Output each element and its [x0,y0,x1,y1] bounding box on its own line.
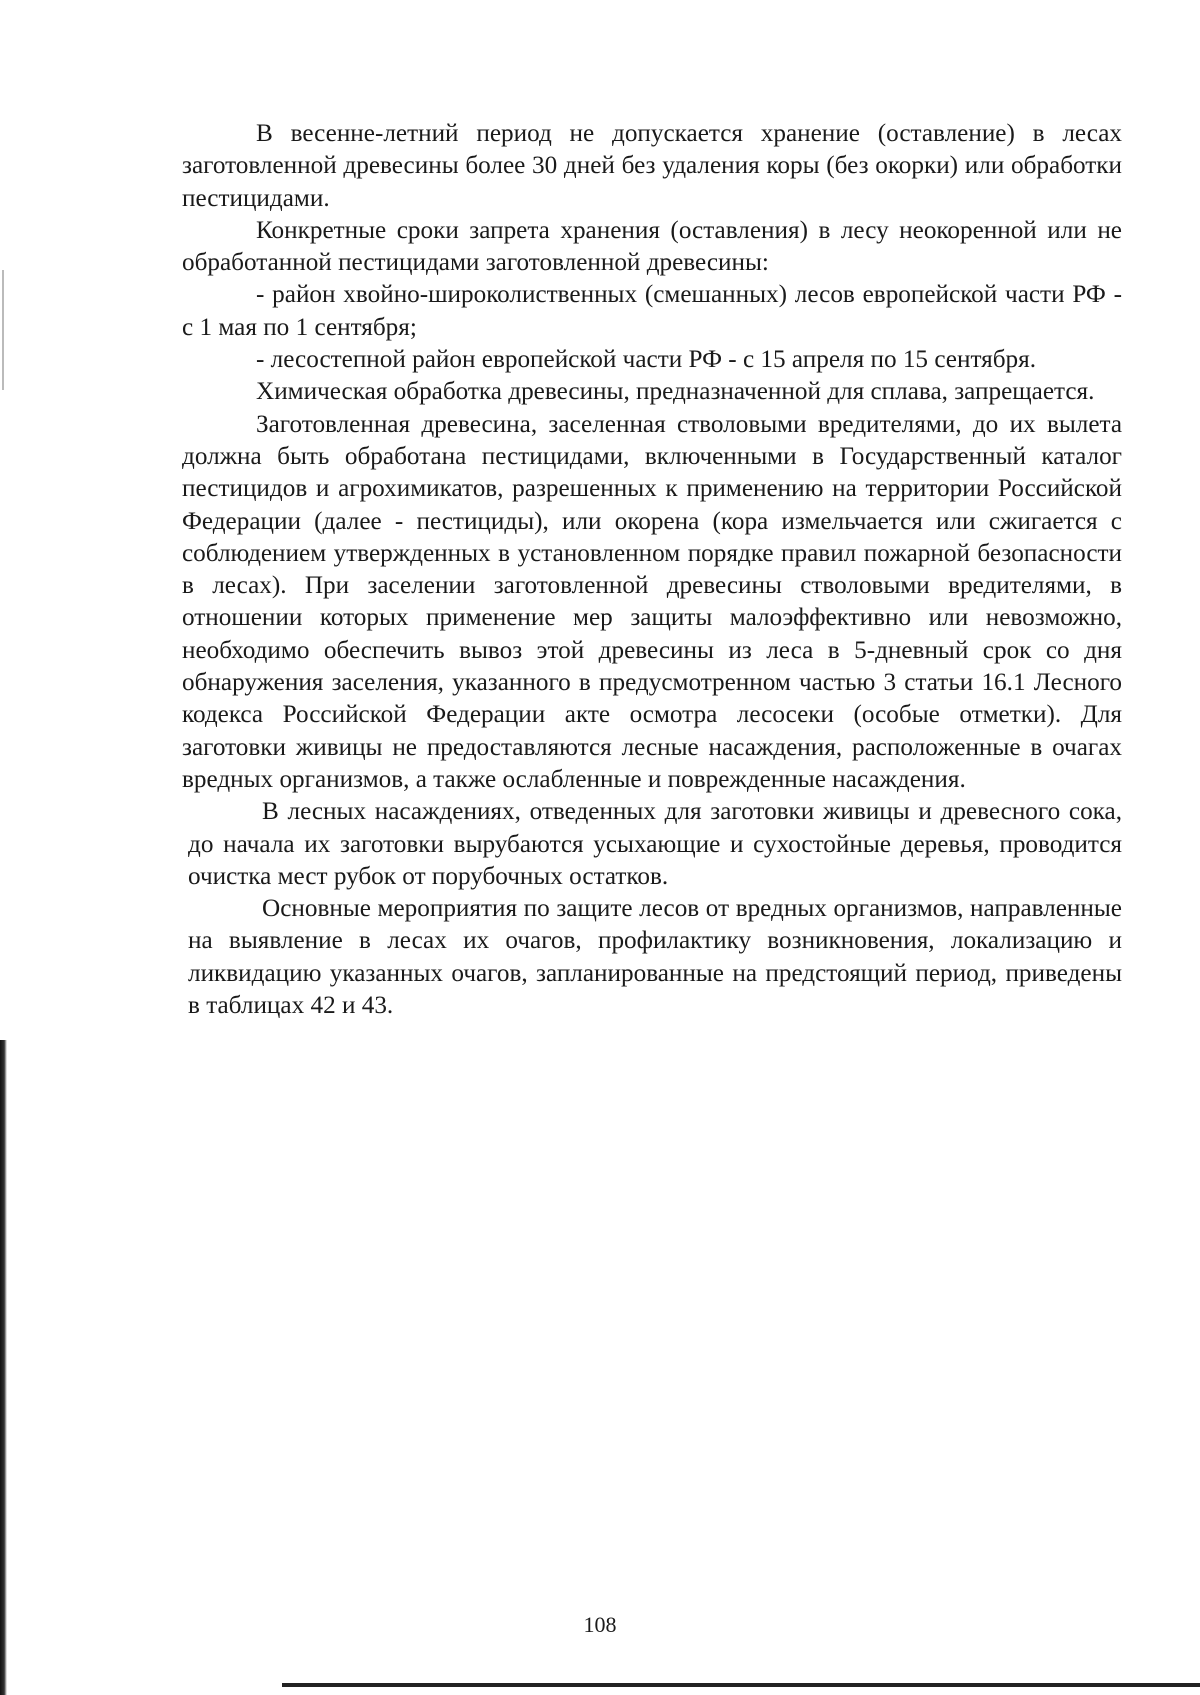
paragraph: Заготовленная древесина, заселенная стволовыми вредителями, до их вылета должна быть обработана пестицидами, включенными в Государственный каталог пестицидов и агрохимикатов, разрешенных к применению на территории Российской Федерации (далее - пестициды), или окорена (кора измельчается или сжигается с соблюдением утвержденных в установленном порядке правил пожарной безопасности в лесах). При заселении заготовленной древесины стволовыми вредителями, в отношении которых применение мер защиты малоэффективно или невозможно, необходимо обеспечить вывоз этой древесины из леса в 5-дневный срок со дня обнаружения заселения, указанного в предусмотренном частью 3 статьи 16.1 Лесного кодекса Российской Федерации акте осмотра лесосеки (особые отметки). Для заготовки живицы не предоставляются лесные насаждения, расположенные в очагах вредных организмов, а также ослабленные и поврежденные насаждения. [182,410,1122,793]
scan-shadow-left [0,1040,7,1695]
list-item: - лесостепной район европейской части РФ - с 15 апреля по 15 сентября. [256,346,1037,374]
paragraph: В лесных насаждениях, отведенных для заготовки живицы и древесного сока, до начала их заготовки вырубаются усыхающие и сухостойные деревья, проводится очистка мест рубок от порубочных остатков. [188,798,1122,890]
paragraph: В весенне-летний период не допускается хранение (оставление) в лесах заготовленной древесины более 30 дней без удаления коры (без окорки) или обработки пестицидами. [182,120,1122,212]
page-number: 108 [583,1612,617,1637]
body-text [182,118,1122,1022]
paragraph: Конкретные сроки запрета хранения (оставления) в лесу неокоренной или не обработанной пестицидами заготовленной древесины: [182,216,1122,277]
scan-edge-mark [2,270,4,390]
list-item: - район хвойно-широколиственных (смешанных) лесов европейской части РФ - с 1 мая по 1 сентября; [182,281,1122,341]
paragraph: Основные мероприятия по защите лесов от вредных организмов, направленные на выявление в лесах их очагов, профилактику возникновения, локализацию и ликвидацию указанных очагов, запланированные на предстоящий период, приведены в таблицах 42 и 43. [188,895,1122,1020]
scan-shadow-bottom [282,1683,1200,1687]
paragraph: Химическая обработка древесины, предназначенной для сплава, запрещается. [256,378,1095,406]
